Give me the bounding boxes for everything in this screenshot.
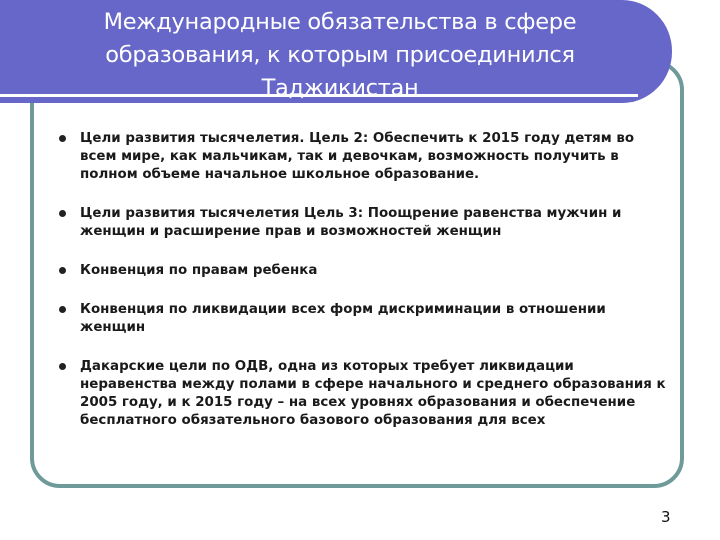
bullet-dot-icon [59, 210, 66, 217]
bullet-item-mdg-goal-2 [58, 130, 670, 184]
bullet-text: Цели развития тысячелетия Цель 3: Поощрение равенства мужчин и женщин и расширение прав и возможностей женщин [80, 206, 622, 239]
bullet-list [58, 130, 670, 451]
bullet-text: Дакарские цели по ОДВ, одна из которых требует ликвидации неравенства между полами в сфере начального и среднего образования к 2005 году, и к 2015 году – на всех уровнях образования и обеспечение бесплатного обязательного базового образования для всех [80, 359, 666, 428]
bullet-text: Конвенция по правам ребенка [80, 263, 318, 278]
bullet-text: Цели развития тысячелетия. Цель 2: Обеспечить к 2015 году детям во всем мире, как мальчикам, так и девочкам, возможность получить в полном объеме начальное школьное образование. [80, 131, 635, 182]
slide-title: Международные обязательства в сфере образования, к которым присоединился Таджикистан [103, 9, 577, 101]
bullet-dot-icon [59, 306, 66, 313]
bullet-dot-icon [59, 267, 66, 274]
bullet-dot-icon [59, 135, 66, 142]
bullet-item-dakar-goals [58, 358, 670, 430]
page-number: 3 [661, 508, 671, 526]
bullet-dot-icon [59, 363, 66, 370]
bullet-item-child-rights [58, 262, 670, 280]
bullet-item-mdg-goal-3 [58, 205, 670, 241]
bullet-text: Конвенция по ликвидации всех форм дискриминации в отношении женщин [80, 302, 606, 335]
bullet-item-cedaw [58, 301, 670, 337]
